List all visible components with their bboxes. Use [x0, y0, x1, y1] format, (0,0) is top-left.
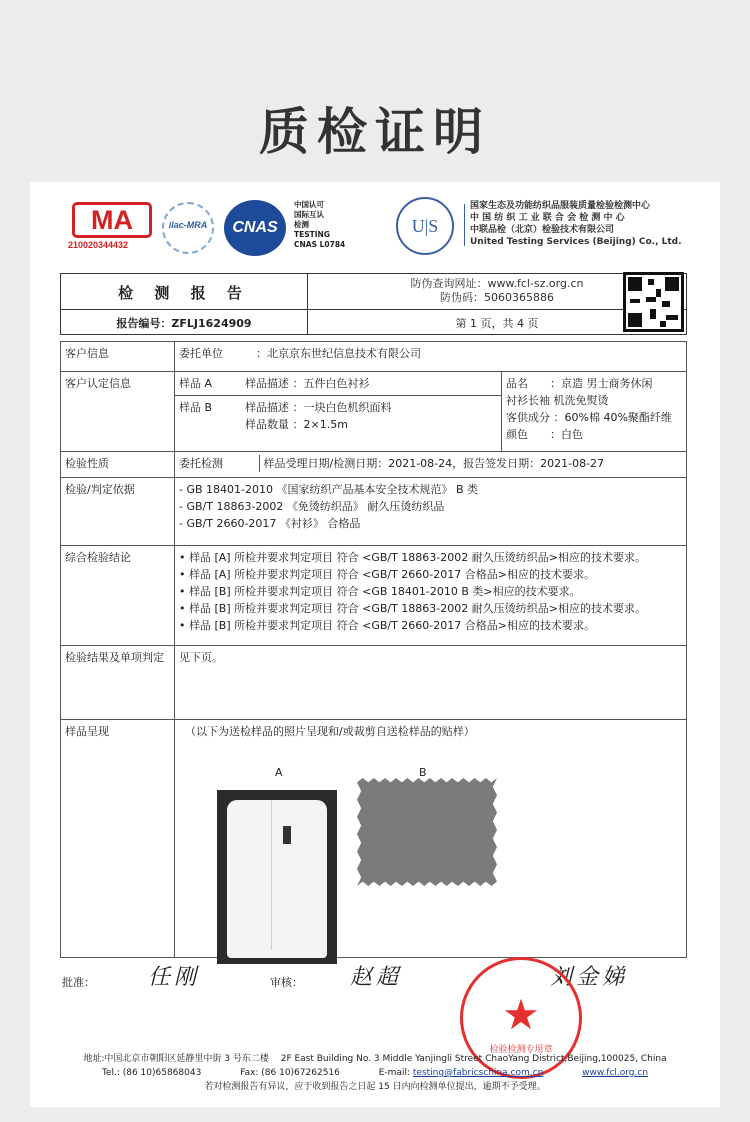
nature-label: 检验性质: [61, 452, 175, 478]
sample-b-line: 样品数量 ：2×1.5m: [179, 418, 348, 431]
footer-email-link[interactable]: testing@fabricschina.com.cn: [412, 1068, 544, 1078]
row-confirm: [61, 372, 687, 452]
nature-value: [175, 452, 687, 478]
present-note: （以下为送检样品的照片呈现和/或裁剪自送检样品的贴样）: [185, 725, 475, 738]
report-title: 检 测 报 告: [118, 284, 250, 302]
row-result: [61, 646, 687, 720]
footer-address: 地址:中国北京市朝阳区延静里中街 3 号东二楼 2F East Building No. 3 Middle Yanjingli Street ChaoYang District,Beijing,100025, China: [83, 1054, 667, 1064]
review-label: 审核：: [270, 976, 303, 989]
row-basis: [61, 478, 687, 546]
result-label: 检验结果及单项判定: [61, 646, 175, 720]
approve-label: 批准：: [62, 976, 95, 989]
client-label: 客户信息: [61, 342, 175, 372]
row-present: [61, 720, 687, 958]
report-number: 报告编号：ZFLJ1624909: [116, 317, 252, 330]
cnas-text-line: CNAS L0784: [294, 240, 346, 249]
product-line: 品名 ：京造 男士商务休闲: [506, 377, 653, 390]
uts-text-line: 国家生态及功能纺织品服装质量检验检测中心: [470, 201, 651, 211]
sample-b-block: [175, 395, 501, 433]
product-line: 衬衫长袖 机洗免熨烫: [506, 394, 609, 407]
basis-item: - GB/T 18863-2002 《免烫纺织品》 耐久压烫纺织品: [179, 500, 445, 513]
anti-fake-code: 防伪码：5060365886: [440, 291, 554, 304]
present-value: [175, 720, 687, 958]
conclusion-item: • 样品 [B] 所检并要求判定项目 符合 <GB/T 18863-2002 耐久压烫纺织品>相应的技术要求。: [179, 602, 646, 615]
stamp-star-icon: ★: [502, 990, 540, 1039]
report-table: [60, 341, 687, 958]
result-value: 见下页。: [175, 646, 687, 720]
conclusion-item: • 样品 [A] 所检并要求判定项目 符合 <GB/T 18863-2002 耐久压烫纺织品>相应的技术要求。: [179, 551, 646, 564]
conclusion-item: • 样品 [B] 所检并要求判定项目 符合 <GB 18401-2010 B 类>相应的技术要求。: [179, 585, 581, 598]
report-sheet: [30, 182, 720, 1107]
conclusion-value: [175, 546, 687, 646]
footer-fax: Fax: (86 10)67262516: [240, 1068, 340, 1078]
third-signature: 刘金娣: [550, 965, 629, 990]
photo-b-label: B: [419, 766, 427, 779]
cnas-text-line: TESTING: [294, 230, 330, 239]
basis-value: [175, 478, 687, 546]
product-info: [502, 372, 687, 452]
photo-a-label: A: [275, 766, 283, 779]
uts-text: [470, 200, 682, 248]
footer-contact: [30, 1066, 720, 1080]
uts-text-line: 中联品检（北京）检验技术有限公司: [470, 225, 615, 235]
shirt-photo: [217, 790, 337, 964]
cma-logo-label: MA: [72, 202, 152, 238]
footer-tel: Tel.: (86 10)65868043: [101, 1068, 202, 1078]
cnas-text-line: 中国认可: [294, 200, 324, 209]
sample-photos: [179, 740, 682, 950]
basis-label: 检验/判定依据: [61, 478, 175, 546]
sample-info: [175, 372, 502, 452]
client-value: 委托单位 ：北京京东世纪信息技术有限公司: [175, 342, 687, 372]
qr-code: [623, 272, 684, 332]
confirm-label: 客户认定信息: [61, 372, 175, 452]
page-title: 质检证明: [259, 103, 491, 161]
nature-dates: 样品受理日期/检测日期：2021-08-24，报告签发日期：2021-08-27: [259, 455, 605, 472]
anti-fake-url: 防伪查询网址：www.fcl-sz.org.cn: [410, 277, 584, 290]
review-signature: 赵超: [350, 965, 403, 990]
sample-b-line: 样品 B 样品描述 ：一块白色机织面料: [179, 401, 392, 414]
cnas-text: [294, 200, 345, 250]
conclusion-label: 综合检验结论: [61, 546, 175, 646]
row-nature: [61, 452, 687, 478]
ilac-label: ilac-MRA: [168, 220, 208, 230]
footer: [30, 1052, 720, 1094]
uts-text-line: United Testing Services (Beijing) Co., Ltd.: [470, 237, 682, 247]
cnas-text-line: 检测: [294, 220, 309, 229]
cma-logo: [68, 202, 152, 250]
uts-text-line: 中 国 纺 织 工 业 联 合 会 检 测 中 心: [470, 213, 625, 223]
conclusion-item: • 样品 [A] 所检并要求判定项目 符合 <GB/T 2660-2017 合格品>相应的技术要求。: [179, 568, 595, 581]
nature-type: 委托检测: [179, 457, 223, 470]
footer-web-link[interactable]: www.fcl.org.cn: [582, 1068, 649, 1078]
product-line: 客供成分 ：60%棉 40%聚酯纤维: [506, 411, 672, 424]
cnas-text-line: 国际互认: [294, 210, 324, 219]
footer-email-label: E-mail:: [378, 1068, 410, 1078]
uts-logo: U|S: [396, 197, 454, 255]
product-line: 颜色 ：白色: [506, 428, 583, 441]
footer-notice: 若对检测报告有异议，应于收到报告之日起 15 日内向检测单位提出，逾期不予受理。: [204, 1082, 546, 1092]
row-conclusion: [61, 546, 687, 646]
fabric-swatch: [357, 778, 497, 886]
approve-signature: 任刚: [148, 965, 201, 990]
report-header-box: [60, 273, 687, 335]
uts-divider: [464, 204, 465, 246]
cma-number: 210020344432: [68, 240, 129, 250]
basis-item: - GB/T 2660-2017 《衬衫》 合格品: [179, 517, 361, 530]
sample-a-line: 样品 A 样品描述 ：五件白色衬衫: [179, 377, 370, 390]
conclusion-item: • 样品 [B] 所检并要求判定项目 符合 <GB/T 2660-2017 合格品>相应的技术要求。: [179, 619, 595, 632]
stamp-text: 检验检测专用章: [489, 1045, 553, 1055]
page-info: 第 1 页，共 4 页: [455, 317, 539, 330]
row-client: [61, 342, 687, 372]
present-label: 样品呈现: [61, 720, 175, 958]
basis-item: - GB 18401-2010 《国家纺织产品基本安全技术规范》 B 类: [179, 483, 479, 496]
cnas-logo: CNAS: [224, 200, 286, 256]
ilac-mra-logo: [162, 202, 214, 254]
